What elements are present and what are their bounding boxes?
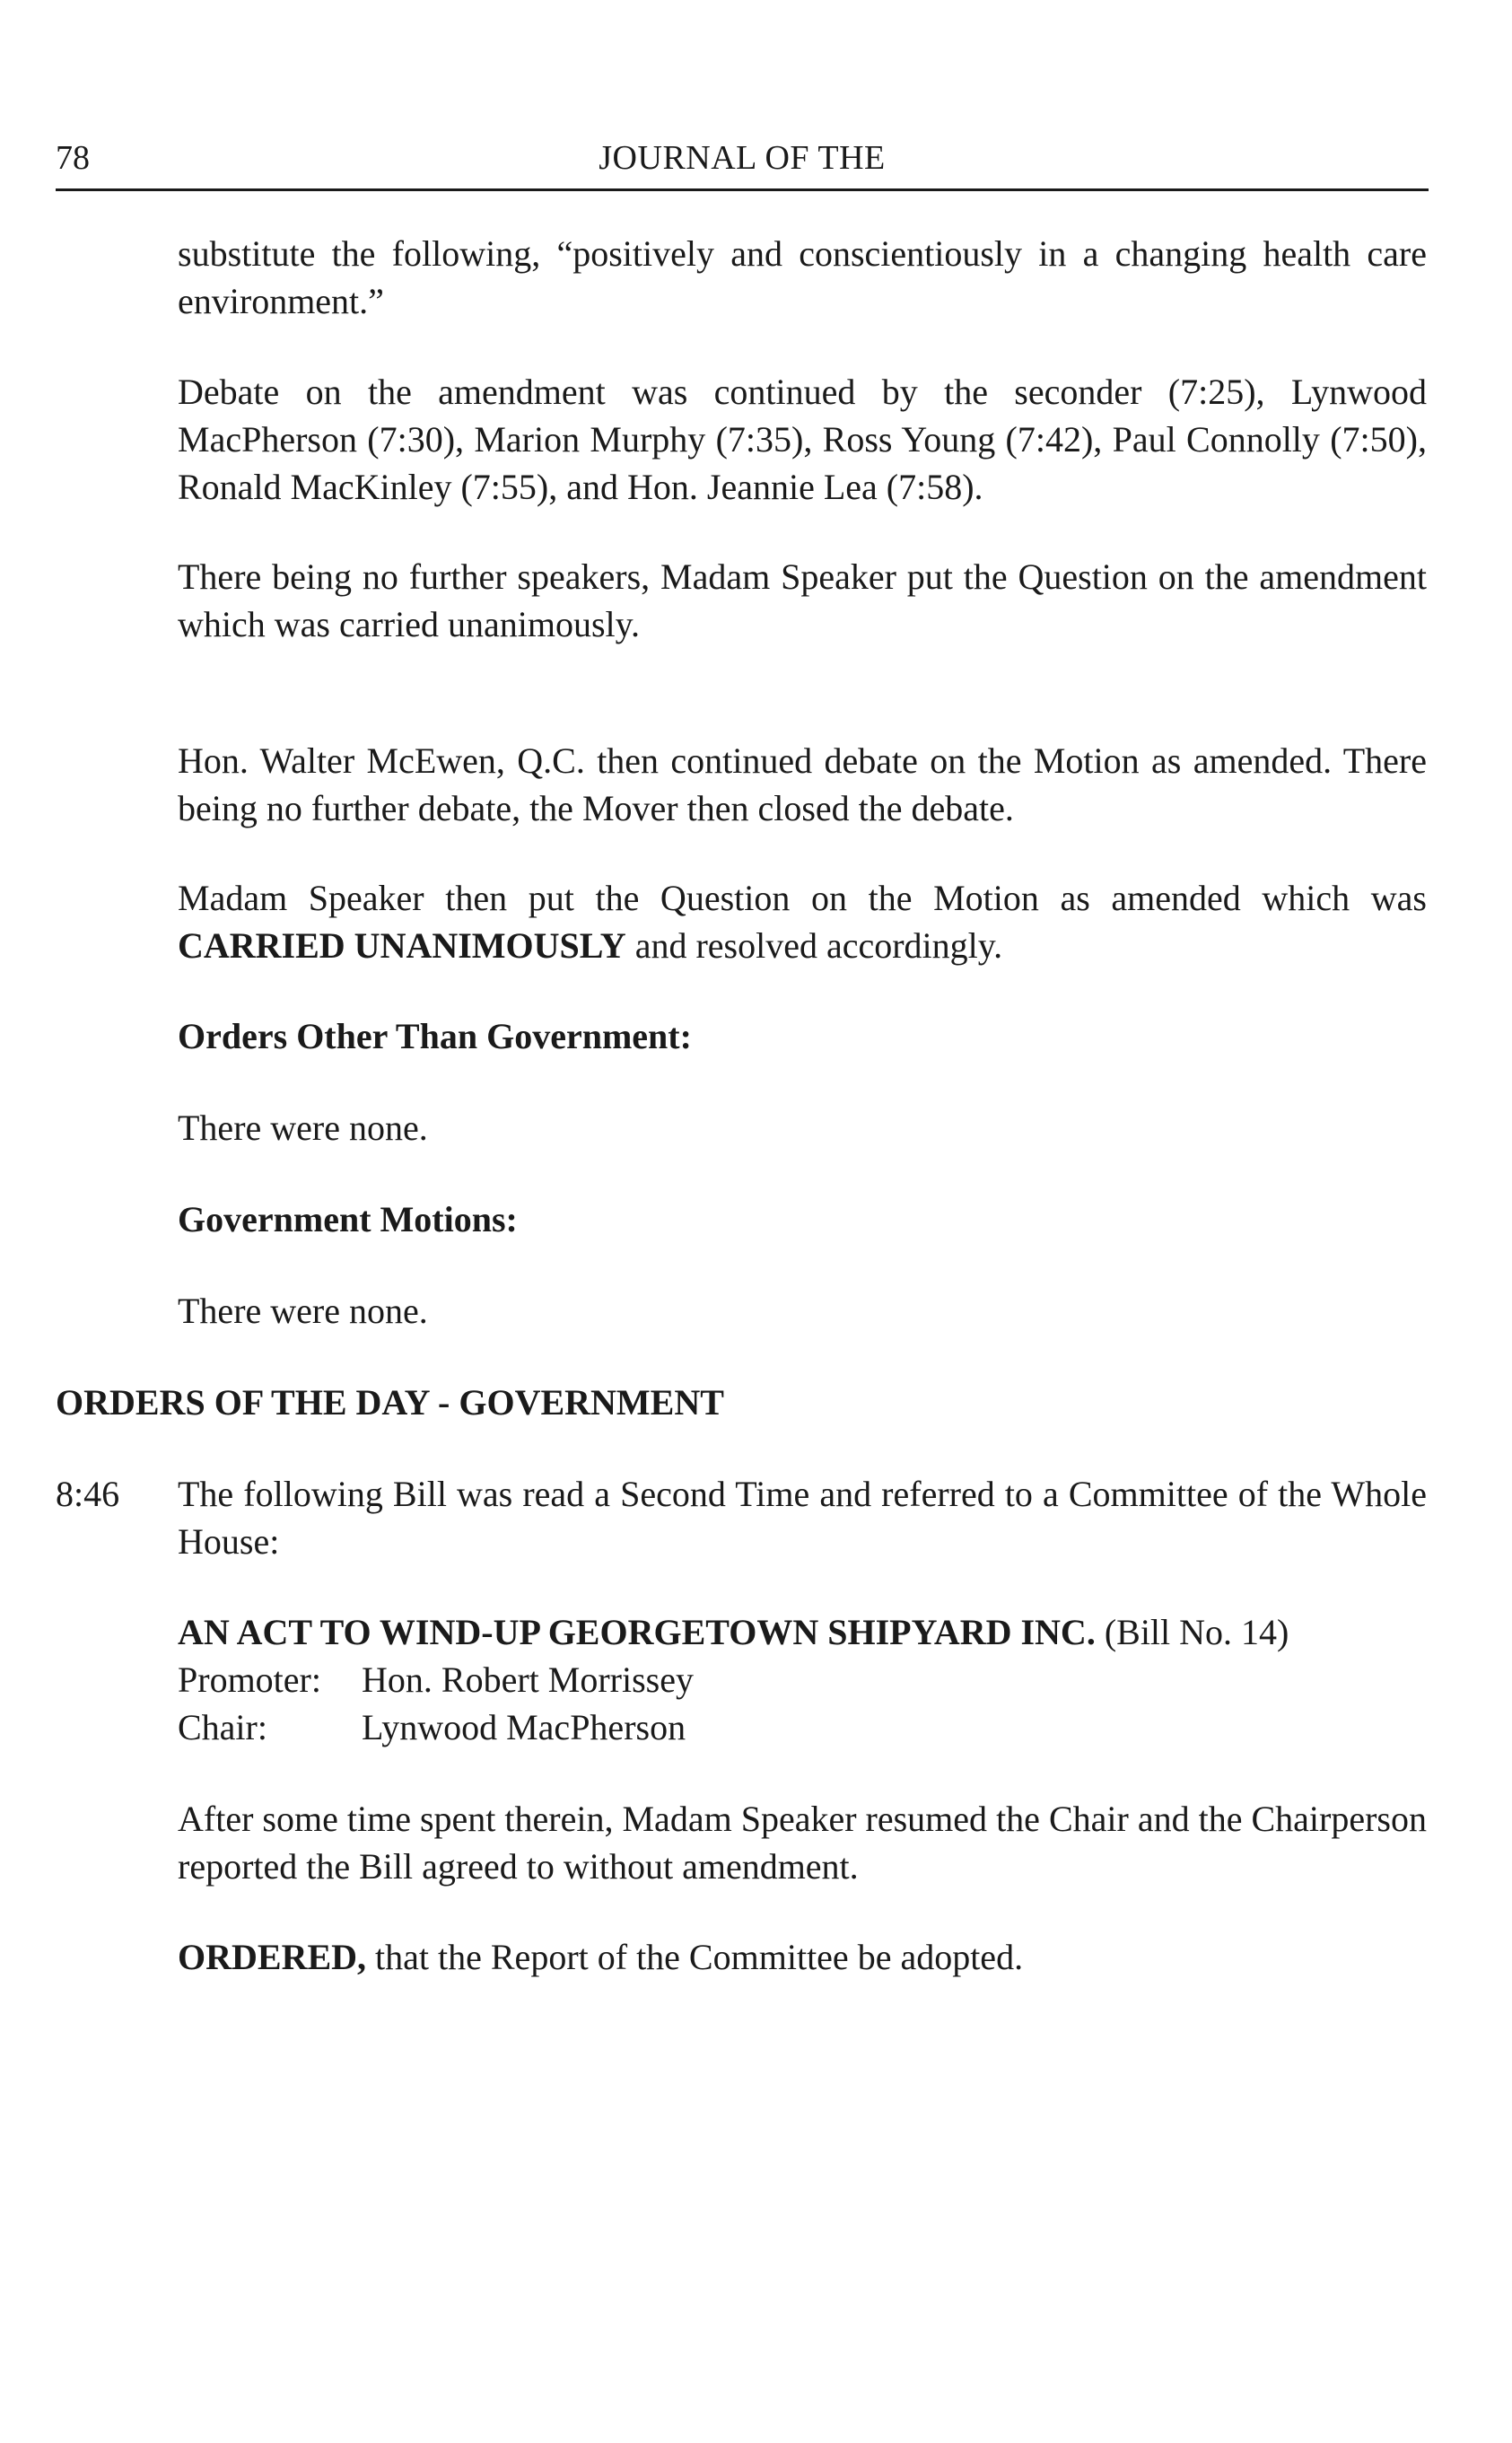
ordered-text: that the Report of the Committee be adopted. <box>366 1937 1024 1977</box>
bill-title-line <box>178 1608 1427 1656</box>
carried-unanimously: CARRIED UNANIMOUSLY <box>178 925 626 966</box>
running-head: JOURNAL OF THE <box>599 139 886 177</box>
motion-text-after: and resolved accordingly. <box>625 925 1003 966</box>
promoter-value: Hon. Robert Morrissey <box>362 1659 694 1700</box>
paragraph-amendment-text: substitute the following, “positively and conscientiously in a changing health care environment.” <box>178 233 1427 321</box>
paragraph-ordered <box>178 1933 1427 1981</box>
ordered-label: ORDERED, <box>178 1937 367 1977</box>
section-heading-orders-of-the-day: ORDERS OF THE DAY - GOVERNMENT <box>56 1382 724 1423</box>
chair-line <box>178 1703 1427 1751</box>
paragraph-debate-motion: Hon. Walter McEwen, Q.C. then continued debate on the Motion as amended. There being no further debate, the Mover then closed the debate. <box>178 740 1427 828</box>
promoter-label: Promoter: <box>178 1659 321 1700</box>
motion-text-before: Madam Speaker then put the Question on the Motion as amended which was <box>178 878 1427 918</box>
paragraph-motion-carried <box>178 874 1427 969</box>
page-number: 78 <box>56 139 90 177</box>
page-header <box>56 135 1429 191</box>
time-stamp: 8:46 <box>56 1474 120 1514</box>
heading-orders-other: Orders Other Than Government: <box>178 1016 692 1056</box>
paragraph-none-1: There were none. <box>178 1108 428 1148</box>
paragraph-debate-amendment: Debate on the amendment was continued by the seconder (7:25), Lynwood MacPherson (7:30), Marion Murphy (7:35), Ross Young (7:42), Paul Connolly (7:50), Ronald MacKinley (7:55), and Hon. Jeannie Lea (7:58). <box>178 372 1427 507</box>
heading-government-motions: Government Motions: <box>178 1199 518 1239</box>
promoter-line <box>178 1656 1427 1703</box>
paragraph-amendment-carried: There being no further speakers, Madam Speaker put the Question on the amendment which was carried unanimously. <box>178 556 1427 644</box>
paragraph-none-2: There were none. <box>178 1291 428 1331</box>
paragraph-committee-report: After some time spent therein, Madam Speaker resumed the Chair and the Chairperson reported the Bill agreed to without amendment. <box>178 1799 1427 1887</box>
paragraph-bill-read: The following Bill was read a Second Time and referred to a Committee of the Whole House: <box>178 1474 1427 1562</box>
chair-label: Chair: <box>178 1707 267 1747</box>
bill-number: (Bill No. 14) <box>1104 1612 1289 1652</box>
chair-value: Lynwood MacPherson <box>362 1707 686 1747</box>
bill-title: AN ACT TO WIND-UP GEORGETOWN SHIPYARD INC. <box>178 1612 1096 1652</box>
